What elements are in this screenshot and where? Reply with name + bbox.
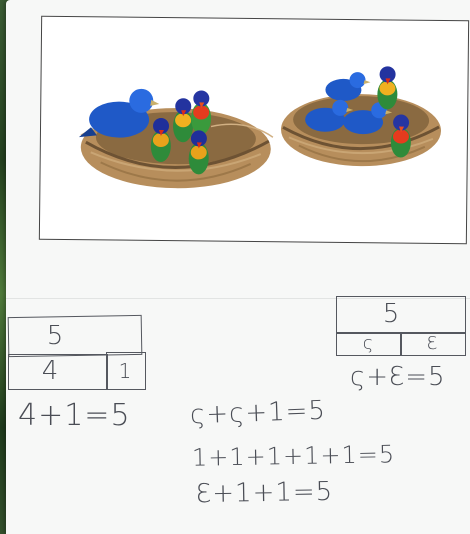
left-nest [78, 88, 273, 189]
center-equation-2: 1+1+1+1+1=5 [191, 440, 396, 472]
bird-nest-photo [39, 16, 469, 244]
center-equation-3: Ɛ+1+1=5 [195, 476, 334, 510]
right-bar-whole-value: 5 [382, 299, 400, 329]
left-equation: 4+1=5 [18, 398, 131, 433]
rainbow-bird [191, 90, 211, 134]
rainbow-bird [391, 114, 411, 157]
right-bar-part-value: ς [362, 332, 374, 354]
rainbow-bird [189, 130, 209, 174]
right-nest [281, 65, 442, 167]
right-equation: ς+Ɛ=5 [350, 362, 446, 392]
center-equation-1: ς+ς+1=5 [189, 395, 327, 431]
rainbow-bird [173, 98, 193, 142]
rainbow-bird [377, 66, 397, 109]
rainbow-bird [151, 118, 171, 162]
left-bar-whole-value: 5 [46, 321, 64, 351]
left-bar-part-value: 4 [41, 356, 59, 386]
right-bar-part-value: Ɛ [426, 332, 438, 354]
left-bar-part-value: 1 [118, 359, 132, 383]
